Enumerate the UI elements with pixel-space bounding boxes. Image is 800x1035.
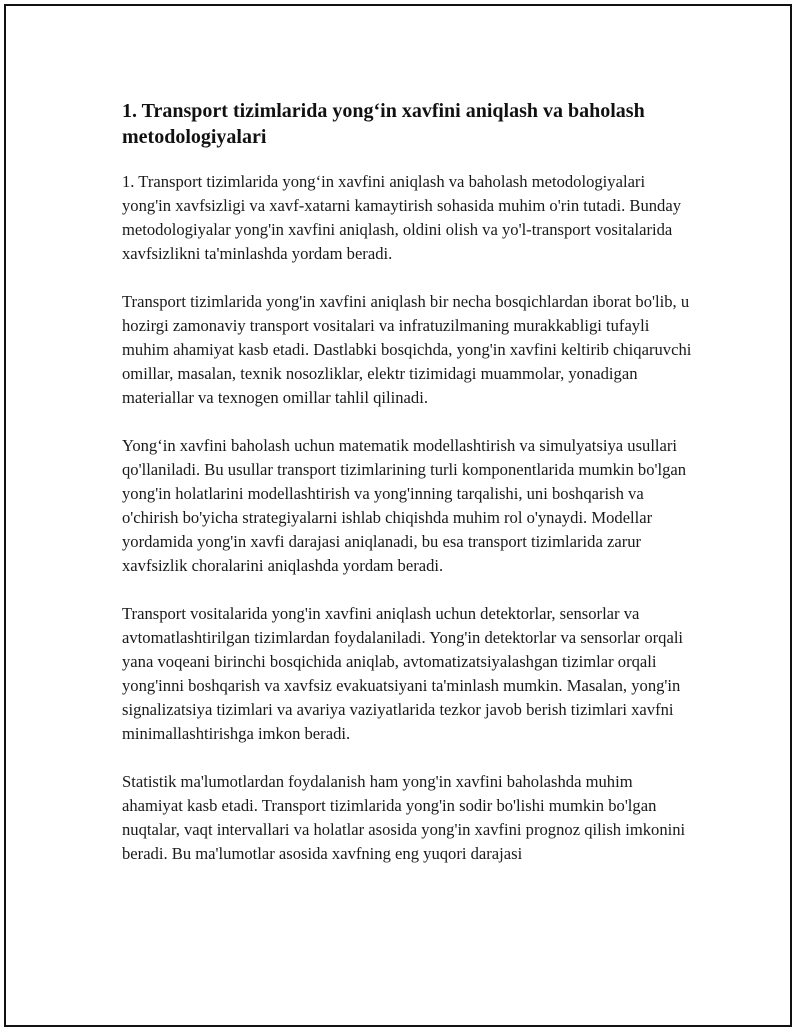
paragraph-modeling: Yong‘in xavfini baholash uchun matematik modellashtirish va simulyatsiya usullari qo'llaniladi. Bu usullar transport tizimlarining turli komponentlarida mumkin bo'lgan yong'in holatlarini modellashtirish va yong'inning tarqalishi, uni boshqarish va o'chirish bo'yicha strategiyalarni ishlab chiqishda muhim rol o'ynaydi. Modellar yordamida yong'in xavfi darajasi aniqlanadi, bu esa transport tizimlarida zarur xavfsizlik choralarini aniqlashda yordam beradi.	[122, 436, 687, 575]
paragraph-intro: 1. Transport tizimlarida yong‘in xavfini aniqlash va baholash metodologiyalari yong'in xavfsizligi va xavf-xatarni kamaytirish sohasida muhim o'rin tutadi. Bunday metodologiyalar yong'in xavfini aniqlash, oldini olish va yo'l-transport vositalarida xavfsizlikni ta'minlashda yordam beradi.	[122, 172, 681, 263]
document-content	[122, 98, 696, 890]
paragraph-statistics: Statistik ma'lumotlardan foydalanish ham yong'in xavfini baholashda muhim ahamiyat kasb etadi. Transport tizimlarida yong'in sodir bo'lishi mumkin bo'lgan nuqtalar, vaqt intervallari va holatlar asosida yong'in xavfini prognoz qilish imkonini beradi. Bu ma'lumotlar asosida xavfning eng yuqori darajasi	[122, 772, 686, 863]
paragraph-stages: Transport tizimlarida yong'in xavfini aniqlash bir necha bosqichlardan iborat bo'lib, u hozirgi zamonaviy transport vositalari va infratuzilmaning murakkabligi tufayli muhim ahamiyat kasb etadi. Dastlabki bosqichda, yong'in xavfini keltirib chiqaruvchi omillar, masalan, texnik nosozliklar, elektr tizimidagi muammolar, yonadigan materiallar va texnogen omillar tahlil qilinadi.	[122, 292, 692, 407]
document-page	[4, 4, 792, 1027]
document-title: 1. Transport tizimlarida yong‘in xavfini aniqlash va baholash metodologiyalari	[122, 100, 645, 148]
paragraph-detectors: Transport vositalarida yong'in xavfini aniqlash uchun detektorlar, sensorlar va avtomatlashtirilgan tizimlardan foydalaniladi. Yong'in detektorlar va sensorlar orqali yana voqeani birinchi bosqichida aniqlab, avtomatizatsiyalashgan tizimlar orqali yong'inni boshqarish va xavfsiz evakuatsiyani ta'minlash mumkin. Masalan, yong'in signalizatsiya tizimlari va avariya vaziyatlarida tezkor javob berish tizimlari xavfni minimallashtirishga imkon beradi.	[122, 604, 684, 743]
